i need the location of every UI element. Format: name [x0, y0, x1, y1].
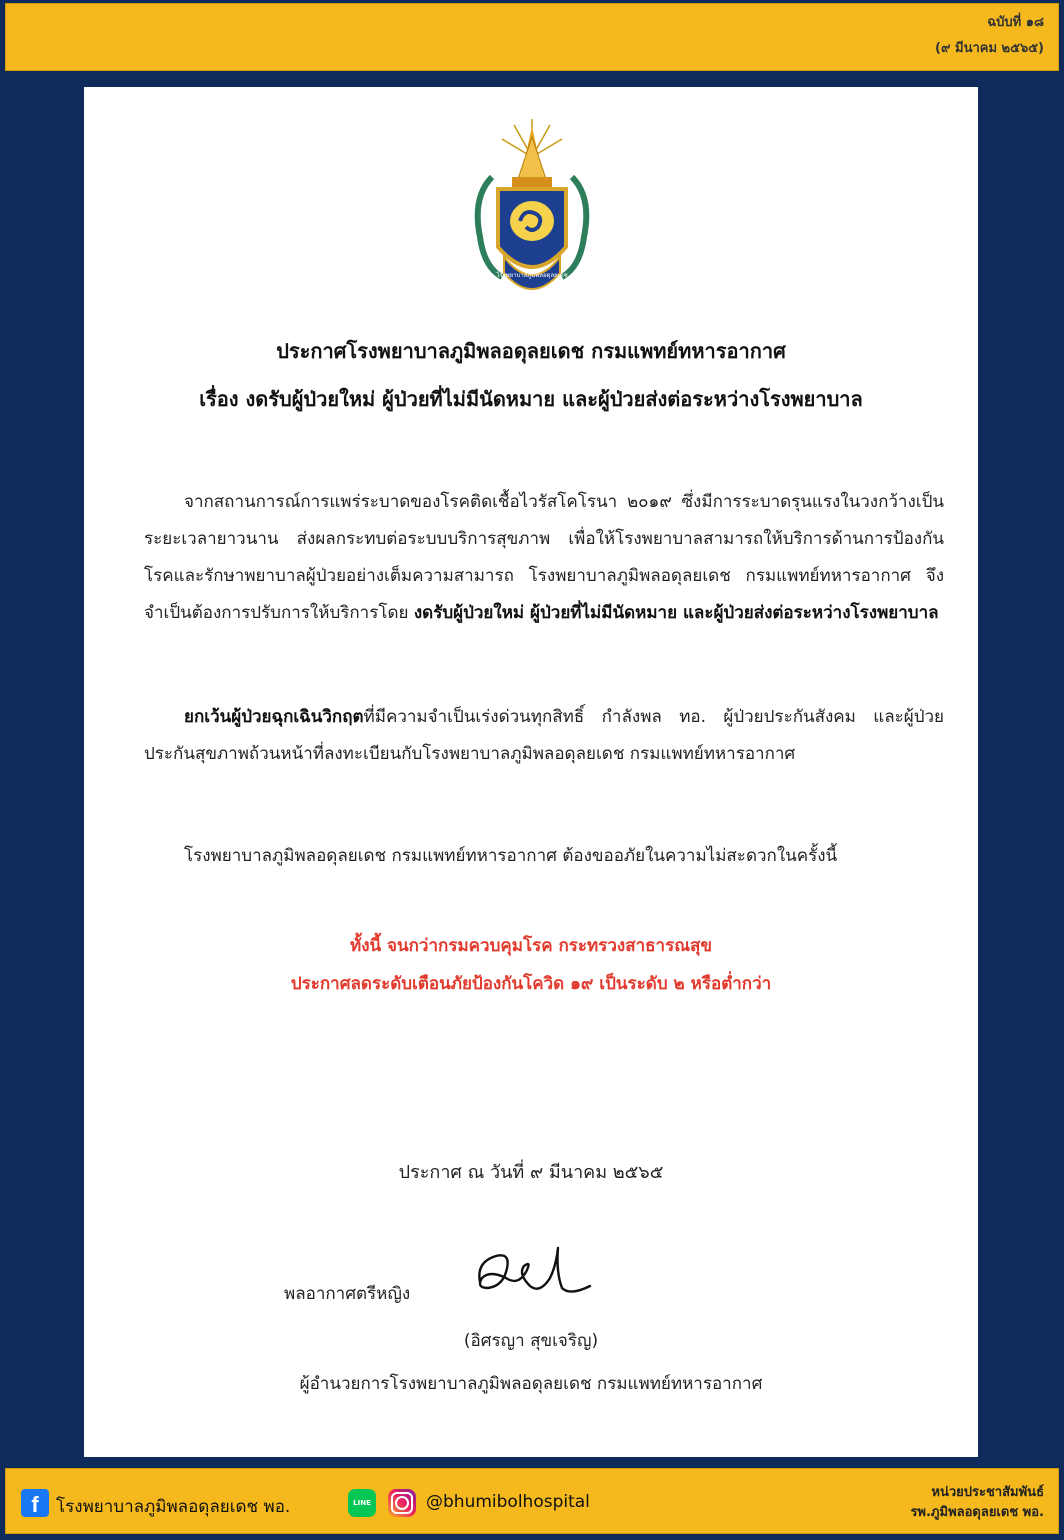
- issue-number-block: [935, 10, 1044, 62]
- paragraph-2: [144, 699, 944, 773]
- announcement-title: ประกาศโรงพยาบาลภูมิพลอดุลยเดช กรมแพทย์ทหารอากาศ: [276, 339, 786, 363]
- paragraph-3-text: โรงพยาบาลภูมิพลอดุลยเดช กรมแพทย์ทหารอากาศ ต้องขออภัยในความไม่สะดวกในครั้งนี้: [184, 846, 838, 866]
- social-handle[interactable]: @bhumibolhospital: [426, 1492, 590, 1512]
- facebook-page-label[interactable]: โรงพยาบาลภูมิพลอดุลยเดช พอ.: [56, 1497, 291, 1517]
- paragraph-1-bold: งดรับผู้ป่วยใหม่ ผู้ป่วยที่ไม่มีนัดหมาย และผู้ป่วยส่งต่อระหว่างโรงพยาบาล: [413, 603, 939, 623]
- paragraph-1: [144, 484, 944, 632]
- announcement-paper: [84, 87, 978, 1457]
- line-icon[interactable]: LINE: [348, 1489, 376, 1517]
- signer-title: ผู้อำนวยการโรงพยาบาลภูมิพลอดุลยเดช กรมแพทย์ทหารอากาศ: [299, 1374, 763, 1394]
- issue-number: ฉบับที่ ๑๘: [987, 15, 1044, 30]
- issue-date: (๙ มีนาคม ๒๕๖๕): [935, 41, 1044, 56]
- paragraph-2-bold: ยกเว้นผู้ป่วยฉุกเฉินวิกฤต: [184, 707, 364, 727]
- announcement-subject: เรื่อง งดรับผู้ป่วยใหม่ ผู้ป่วยที่ไม่มีนัดหมาย และผู้ป่วยส่งต่อระหว่างโรงพยาบาล: [199, 387, 863, 411]
- notice-line-1: ทั้งนี้ จนกว่ากรมควบคุมโรค กระทรวงสาธารณสุข: [350, 936, 712, 956]
- signer-name: (อิศรญา สุขเจริญ): [463, 1331, 599, 1351]
- pr-unit: [910, 1483, 1044, 1523]
- footer-bar: [5, 1468, 1059, 1534]
- signer-rank: พลอากาศตรีหญิง: [284, 1284, 411, 1304]
- facebook-icon[interactable]: f: [21, 1489, 49, 1517]
- header-bar: [5, 3, 1059, 71]
- announcement-date: ประกาศ ณ วันที่ ๙ มีนาคม ๒๕๖๕: [398, 1162, 664, 1183]
- pr-unit-line-1: หน่วยประชาสัมพันธ์: [931, 1485, 1044, 1500]
- paragraph-2-text: ที่มีความจำเป็นเร่งด่วนทุกสิทธิ์ กำลังพล ทอ. ผู้ป่วยประกันสังคม และผู้ป่วยประกันสุขภาพถ้วนหน้าที่ลงทะเบียนกับโรงพยาบาลภูมิพลอดุลยเดช กรมแพทย์ทหารอากาศ: [144, 707, 944, 764]
- signature-icon: [466, 1242, 596, 1306]
- paragraph-1-text: จากสถานการณ์การแพร่ระบาดของโรคติดเชื้อไวรัสโคโรนา ๒๐๑๙ ซึ่งมีการระบาดรุนแรงในวงกว้างเป็นระยะเวลายาวนาน ส่งผลกระทบต่อระบบบริการสุขภาพ เพื่อให้โรงพยาบาลสามารถให้บริการด้านการป้องกันโรคและรักษาพยาบาลผู้ป่วยอย่างเต็มความสามารถ โรงพยาบาลภูมิพลอดุลยเดช กรมแพทย์ทหารอากาศ จึงจำเป็นต้องการปรับการให้บริการโดย: [144, 492, 944, 623]
- instagram-icon[interactable]: [388, 1489, 416, 1517]
- paragraph-3: [144, 838, 944, 875]
- emblem-text: โรงพยาบาลภูมิพลอดุลยเดช: [496, 272, 568, 279]
- hospital-emblem-icon: [462, 117, 602, 302]
- pr-unit-line-2: รพ.ภูมิพลอดุลยเดช พอ.: [910, 1505, 1044, 1520]
- notice-line-2: ประกาศลดระดับเตือนภัยป้องกันโควิด ๑๙ เป็นระดับ ๒ หรือต่ำกว่า: [290, 974, 772, 994]
